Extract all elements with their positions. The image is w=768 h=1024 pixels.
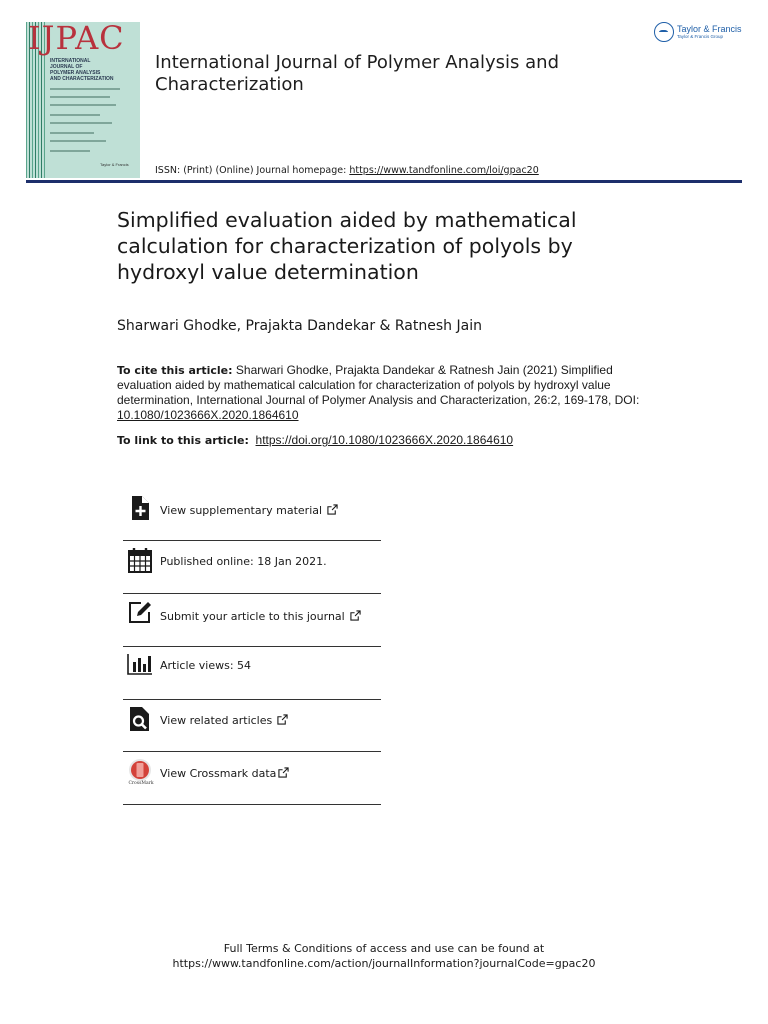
cover-text-line: [50, 88, 120, 90]
edit-icon: [127, 600, 153, 626]
published-online-row: [123, 547, 381, 599]
crossmark-caption: CrossMark: [128, 781, 154, 786]
article-doi-url[interactable]: https://doi.org/10.1080/1023666X.2020.1864610: [255, 433, 514, 447]
article-title: Simplified evaluation aided by mathematical calculation for characterization of polyols by hydroxyl value determination: [117, 208, 577, 284]
external-link-icon: [277, 714, 288, 725]
related-articles-link[interactable]: View related articles: [160, 714, 288, 727]
calendar-icon: [127, 547, 153, 573]
submit-article-link[interactable]: Submit your article to this journal: [160, 610, 361, 623]
publisher-logo: [654, 22, 742, 42]
cover-title-line: JOURNAL OF: [50, 64, 83, 70]
external-link-icon: [327, 504, 338, 515]
cover-title: [50, 58, 138, 82]
article-views-text: Article views: 54: [160, 659, 252, 672]
cover-text-line: [50, 140, 106, 142]
search-document-icon: [127, 706, 153, 732]
publisher-name: Taylor & Francis: [677, 24, 742, 34]
taylor-francis-icon: [654, 22, 674, 42]
issn-line: [155, 165, 539, 176]
cover-text-line: [50, 104, 116, 106]
crossmark-row[interactable]: [123, 758, 381, 810]
row-divider: [123, 593, 381, 594]
terms-footer: [0, 941, 768, 971]
article-link: [117, 433, 677, 447]
file-plus-icon: [127, 495, 153, 521]
external-link-icon: [350, 610, 361, 621]
cover-logo: IJPAC: [28, 22, 125, 57]
citation: [117, 363, 657, 423]
journal-homepage-link[interactable]: https://www.tandfonline.com/loi/gpac20: [349, 165, 539, 176]
citation-doi-link[interactable]: 10.1080/1023666X.2020.1864610: [117, 408, 299, 422]
article-views-row: [123, 653, 381, 705]
row-divider: [123, 804, 381, 805]
cover-text-line: [50, 132, 94, 134]
row-divider: [123, 646, 381, 647]
row-divider: [123, 751, 381, 752]
article-authors: Sharwari Ghodke, Prajakta Dandekar & Ratnesh Jain: [117, 318, 482, 334]
publisher-sub: Taylor & Francis Group: [677, 34, 724, 39]
bar-chart-icon: [127, 653, 153, 679]
crossmark-link[interactable]: View Crossmark data: [160, 767, 289, 780]
row-divider: [123, 699, 381, 700]
cover-text-line: [50, 150, 90, 152]
cover-title-line: POLYMER ANALYSIS: [50, 70, 101, 76]
citation-text: Sharwari Ghodke, Prajakta Dandekar & Ratnesh Jain (2021) Simplified evaluation aided by mathematical calculation for characterization of polyols by hydroxyl value determination, International Journal of Polymer Analysis and Characterization, 26:2, 169-178, DOI:: [117, 363, 640, 407]
cover-publisher: Taylor & Francis: [100, 162, 129, 167]
cover-text-line: [50, 114, 100, 116]
external-link-icon: [278, 767, 289, 778]
journal-cover: [26, 22, 140, 178]
supplementary-material-link[interactable]: View supplementary material: [160, 504, 338, 517]
cover-text-line: [50, 122, 112, 124]
cover-title-line: AND CHARACTERIZATION: [50, 76, 114, 82]
footer-terms-link[interactable]: https://www.tandfonline.com/action/journalInformation?journalCode=gpac20: [172, 957, 596, 970]
header-rule: [26, 180, 742, 183]
article-link-label: To link to this article:: [117, 434, 249, 447]
journal-title: International Journal of Polymer Analysis and Characterization: [155, 52, 560, 95]
row-divider: [123, 540, 381, 541]
citation-label: To cite this article:: [117, 364, 233, 377]
cover-title-line: INTERNATIONAL: [50, 58, 91, 64]
submit-article-row[interactable]: [123, 600, 381, 652]
published-online-text: Published online: 18 Jan 2021.: [160, 555, 327, 568]
issn-label: ISSN: (Print) (Online) Journal homepage:: [155, 165, 347, 176]
footer-line: Full Terms & Conditions of access and use can be found at: [223, 942, 545, 955]
cover-text-line: [50, 96, 110, 98]
